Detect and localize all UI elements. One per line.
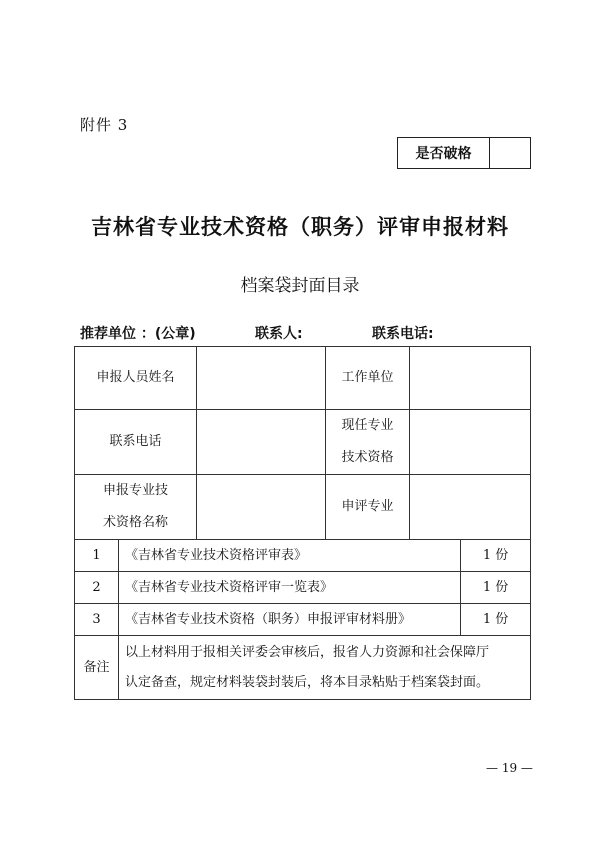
item-name: 《吉林省专业技术资格（职务）申报评审材料册》 [119,604,461,636]
current-title-label-line2: 技术资格 [341,450,394,465]
phone-label: 联系电话 [75,410,197,475]
table-row [75,636,531,700]
contact-phone-label: 联系电话: [372,326,434,342]
breaking-value [490,138,530,168]
note-text [119,636,531,700]
item-name: 《吉林省专业技术资格评审表》 [119,540,461,572]
current-title-cell[interactable] [410,410,531,475]
table-row [75,604,531,636]
catalog-table [74,346,531,700]
current-title-label [326,410,410,475]
document-title: 吉林省专业技术资格（职务）评审申报材料 [91,215,509,239]
attachment-label: 附件 3 [80,116,129,134]
review-specialty-label: 申评专业 [326,475,410,540]
applied-title-label [75,475,197,540]
table-row [75,410,531,475]
applied-title-label-line1: 申报专业技 [103,483,169,498]
item-number: 3 [75,604,119,636]
item-quantity: 1 份 [461,604,531,636]
breaking-label: 是否破格 [398,138,490,168]
item-quantity: 1 份 [461,572,531,604]
applicant-name-label: 申报人员姓名 [75,347,197,410]
recommending-unit-label: 推荐单位 ：(公章) [80,326,196,342]
phone-cell[interactable] [197,410,326,475]
applicant-name-cell[interactable] [197,347,326,410]
table-row [75,475,531,540]
table-row [75,572,531,604]
note-line1: 以上材料用于报相关评委会审核后，报省人力资源和社会保障厅 [125,644,490,660]
table-row [75,347,531,410]
contact-person-label: 联系人: [255,326,303,342]
item-number: 1 [75,540,119,572]
work-unit-label: 工作单位 [326,347,410,410]
note-label: 备注 [75,636,119,700]
applied-title-label-line2: 术资格名称 [103,515,169,530]
review-specialty-cell[interactable] [410,475,531,540]
work-unit-cell[interactable] [410,347,531,410]
item-quantity: 1 份 [461,540,531,572]
breaking-box [397,137,531,169]
page-number: — 19 — [486,761,533,775]
document-subtitle: 档案袋封面目录 [240,276,360,296]
note-line2: 认定备查，规定材料装袋封装后，将本目录粘贴于档案袋封面。 [125,674,490,690]
current-title-label-line1: 现任专业 [341,418,394,433]
item-number: 2 [75,572,119,604]
applied-title-cell[interactable] [197,475,326,540]
table-row [75,540,531,572]
item-name: 《吉林省专业技术资格评审一览表》 [119,572,461,604]
